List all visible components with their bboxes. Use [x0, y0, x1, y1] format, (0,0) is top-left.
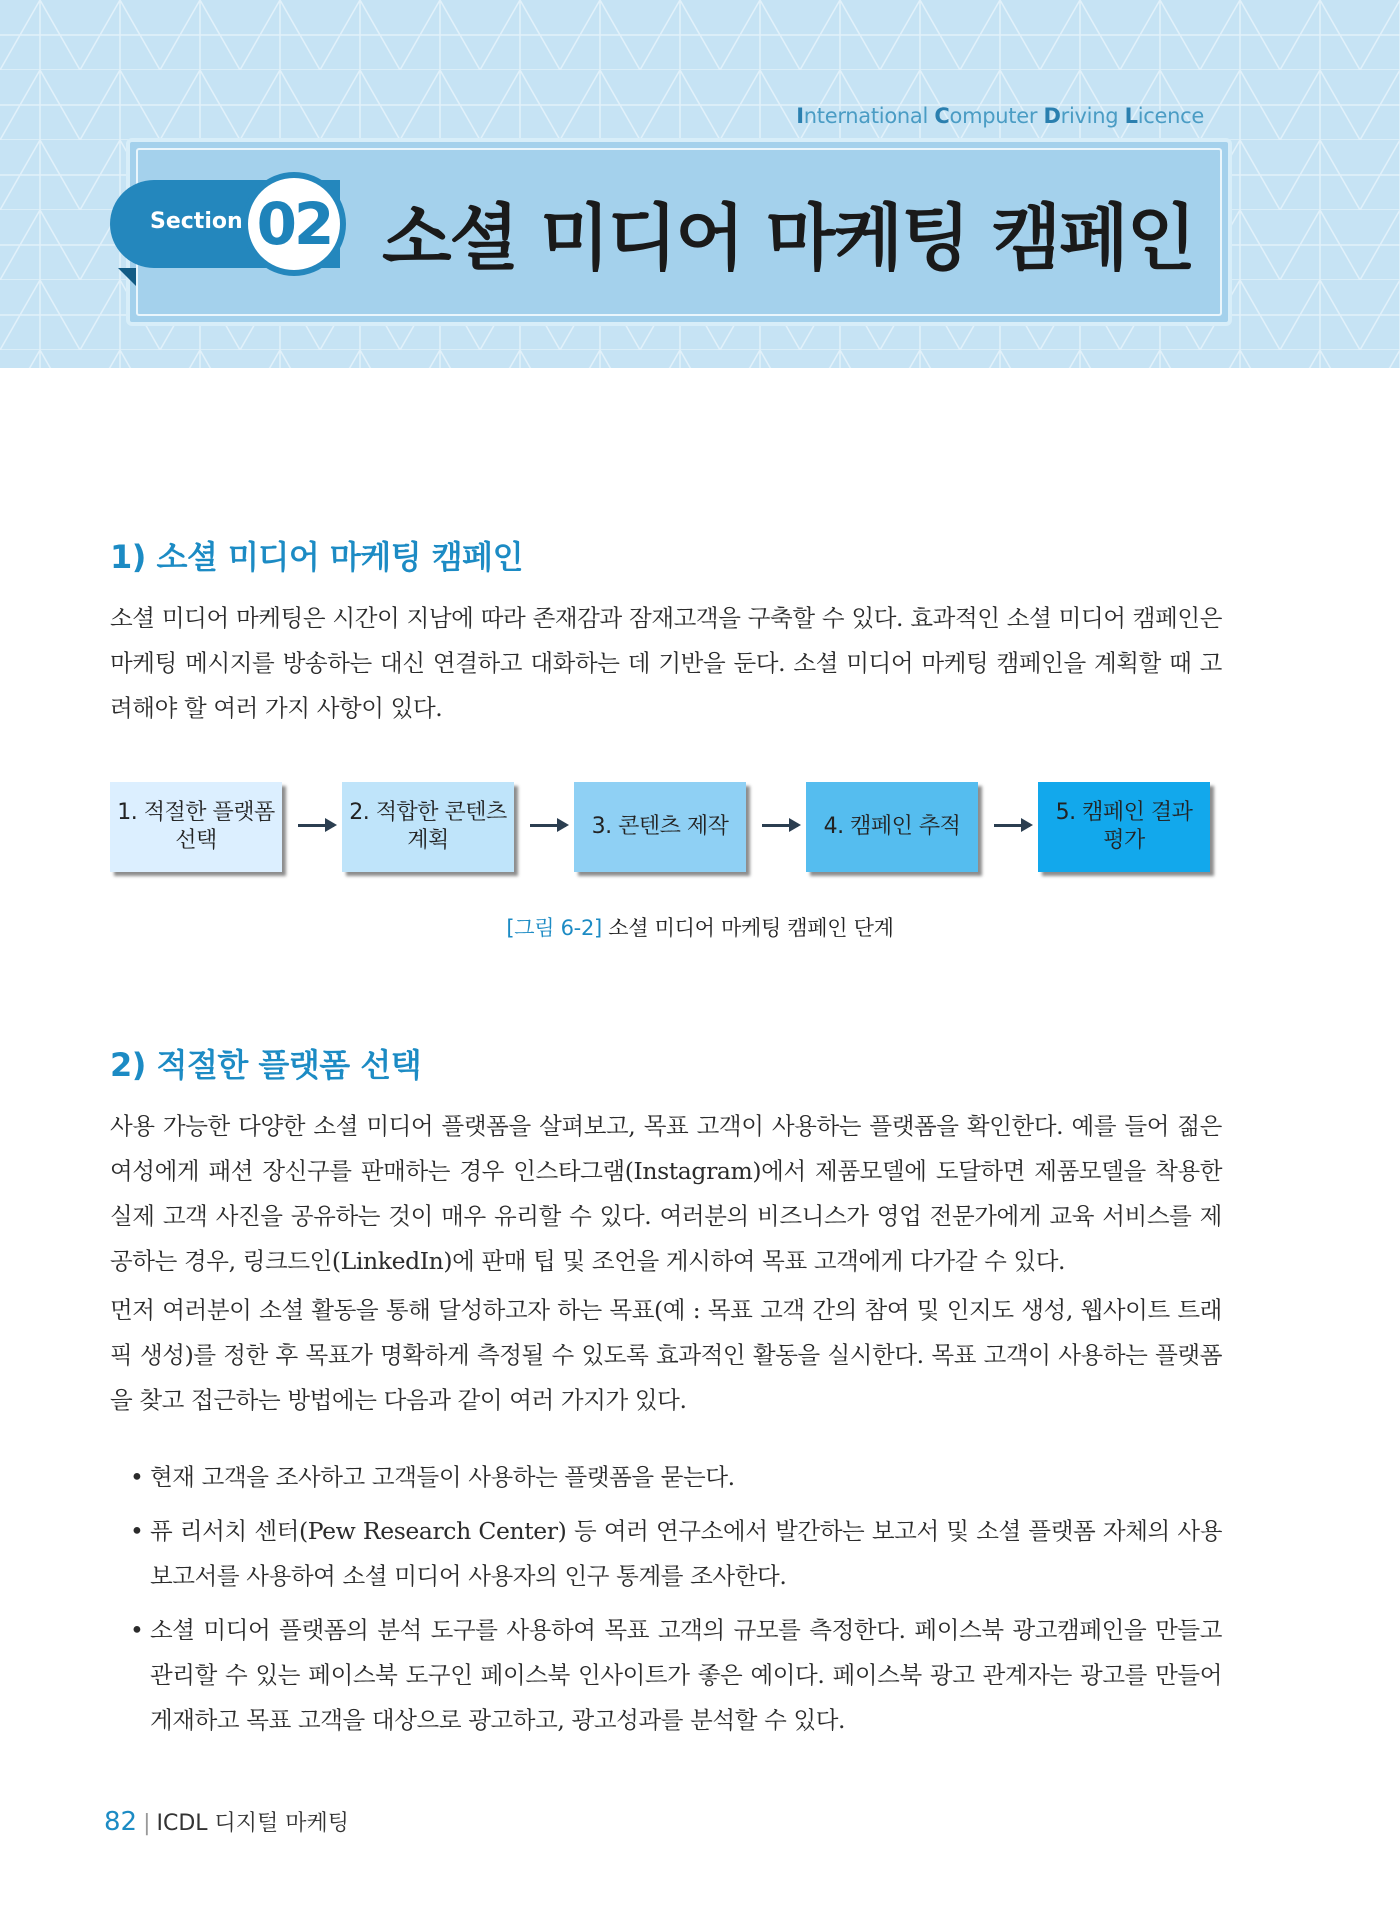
footer-separator: | — [143, 1811, 151, 1836]
section-heading-1: 1) 소셜 미디어 마케팅 캠페인 — [110, 538, 523, 576]
paragraph: 먼저 여러분이 소셜 활동을 통해 달성하고자 하는 목표(예 : 목표 고객 간의 참여 및 인지도 생성, 웹사이트 트래픽 생성)를 정한 후 목표가 명확하게 측정될 수 있도록 효과적인 활동을 실시한다. 목표 고객이 사용하는 플랫폼을 찾고 접근하는 방법에는 다음과 같이 여러 가지가 있다. — [110, 1296, 1222, 1414]
page-number: 82 — [104, 1807, 138, 1837]
process-diagram — [110, 782, 1210, 874]
step-box-1: 1. 적절한 플랫폼 선택 — [110, 782, 282, 872]
arrow-right-icon — [762, 824, 798, 827]
header-band — [0, 0, 1400, 368]
step-box-3: 3. 콘텐츠 제작 — [574, 782, 746, 872]
section-label: Section — [150, 209, 243, 234]
section-heading-2: 2) 적절한 플랫폼 선택 — [110, 1046, 422, 1084]
icdl-tagline: International Computer Driving Licence — [796, 104, 1204, 128]
list-item: • 퓨 리서치 센터(Pew Research Center) 등 여러 연구소에서 발간하는 보고서 및 소셜 플랫폼 자체의 사용 보고서를 사용하여 소셜 미디어 사용자의 인구 통계를 조사한다. — [130, 1509, 1222, 1599]
step-box-4: 4. 캠페인 추적 — [806, 782, 978, 872]
ribbon-fold — [118, 268, 136, 286]
paragraph: 소셜 미디어 마케팅은 시간이 지남에 따라 존재감과 잠재고객을 구축할 수 있다. 효과적인 소셜 미디어 캠페인은 마케팅 메시지를 방송하는 대신 연결하고 대화하는 데 기반을 둔다. 소셜 미디어 마케팅 캠페인을 계획할 때 고려해야 할 여러 가지 사항이 있다. — [110, 604, 1222, 722]
step-box-2: 2. 적합한 콘텐츠 계획 — [342, 782, 514, 872]
list-item: • 소셜 미디어 플랫폼의 분석 도구를 사용하여 목표 고객의 규모를 측정한다. 페이스북 광고캠페인을 만들고 관리할 수 있는 페이스북 도구인 페이스북 인사이트가 좋은 예이다. 페이스북 광고 관계자는 광고를 만들어 게재하고 목표 고객을 대상으로 광고하고, 광고성과를 분석할 수 있다. — [130, 1608, 1222, 1743]
figure-caption-text: 소셜 미디어 마케팅 캠페인 단계 — [601, 916, 894, 940]
bullet-list — [130, 1455, 1222, 1752]
step-box-5: 5. 캠페인 결과 평가 — [1038, 782, 1210, 872]
page-footer — [104, 1806, 349, 1837]
list-item: • 현재 고객을 조사하고 고객들이 사용하는 플랫폼을 묻는다. — [130, 1455, 1222, 1500]
arrow-right-icon — [994, 824, 1030, 827]
book-title: ICDL 디지털 마케팅 — [156, 1811, 350, 1836]
section-number: 02 — [248, 178, 340, 270]
arrow-right-icon — [530, 824, 566, 827]
figure-caption — [0, 912, 1400, 942]
paragraph: 사용 가능한 다양한 소셜 미디어 플랫폼을 살펴보고, 목표 고객이 사용하는 플랫폼을 확인한다. 예를 들어 젊은 여성에게 패션 장신구를 판매하는 경우 인스타그램(Instagram)에서 제품모델에 도달하면 제품모델을 착용한 실제 고객 사진을 공유하는 것이 매우 유리할 수 있다. 여러분의 비즈니스가 영업 전문가에게 교육 서비스를 제공하는 경우, 링크드인(LinkedIn)에 판매 팁 및 조언을 게시하여 목표 고객에게 다가갈 수 있다. — [110, 1112, 1222, 1275]
arrow-right-icon — [298, 824, 334, 827]
figure-number: [그림 6-2] — [506, 916, 602, 940]
page-title: 소셜 미디어 마케팅 캠페인 — [382, 196, 1195, 280]
